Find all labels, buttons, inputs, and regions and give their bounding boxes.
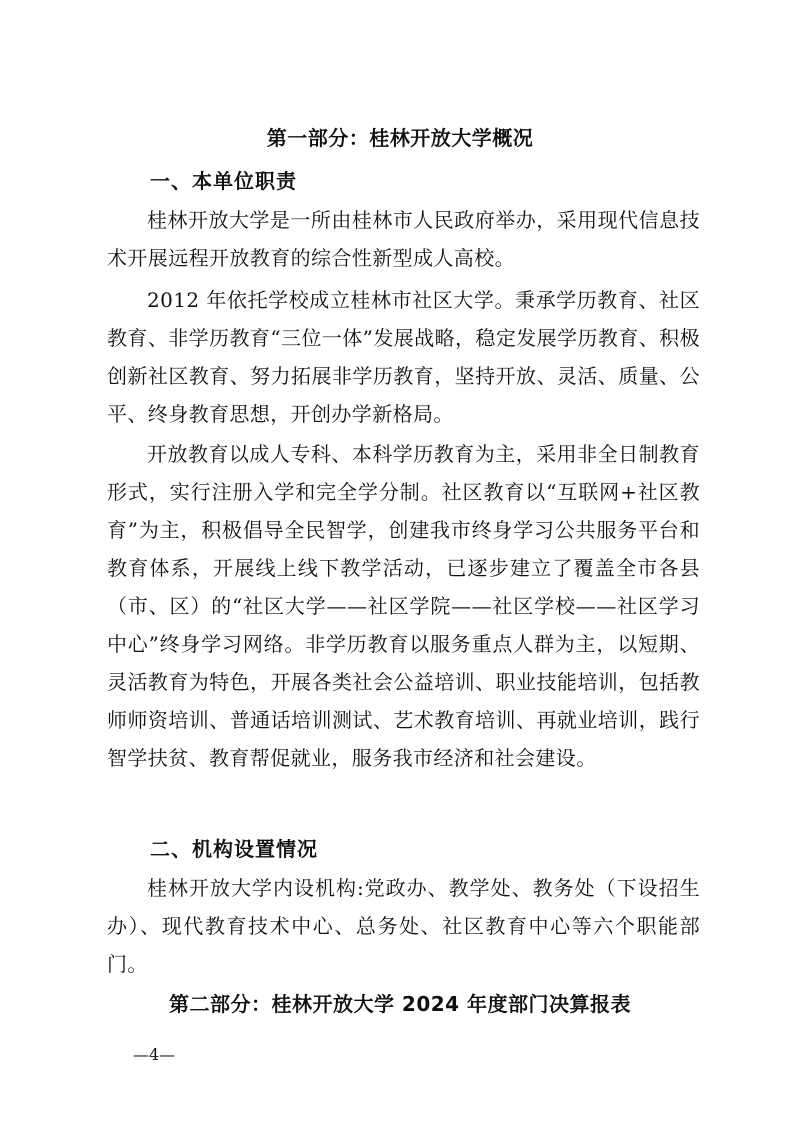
section-one-paragraph-2: 2012 年依托学校成立桂林市社区大学。秉承学历教育、社区教育、非学历教育“三位一体”发展战略，稳定发展学历教育、积极创新社区教育、努力拓展非学历教育，坚持开放、灵活、质量、公平、终身教育思想，开创办学新格局。: [107, 288, 700, 426]
part-two-title: 第二部分：桂林开放大学 2024 年度部门决算报表: [168, 992, 632, 1016]
section-one-paragraph-1: 桂林开放大学是一所由桂林市人民政府举办，采用现代信息技术开展远程开放教育的综合性新型成人高校。: [107, 208, 700, 270]
part-one-title: 第一部分：桂林开放大学概况: [266, 126, 534, 150]
section-two-heading: 二、机构设置情况: [150, 837, 318, 861]
section-one-heading: 一、本单位职责: [150, 169, 297, 193]
page-number: —4—: [133, 1045, 176, 1064]
section-two-paragraph-1: 桂林开放大学内设机构:党政办、教学处、教务处（下设招生办）、现代教育技术中心、总务处、社区教育中心等六个职能部门。: [107, 876, 700, 976]
section-one-paragraph-3: 开放教育以成人专科、本科学历教育为主，采用非全日制教育形式，实行注册入学和完全学分制。社区教育以“互联网+社区教育”为主，积极倡导全民智学，创建我市终身学习公共服务平台和教育体系，开展线上线下教学活动，已逐步建立了覆盖全市各县（市、区）的“社区大学——社区学院——社区学校——社区学习中心”终身学习网络。非学历教育以服务重点人群为主，以短期、灵活教育为特色，开展各类社会公益培训、职业技能培训，包括教师师资培训、普通话培训测试、艺术教育培训、再就业培训，践行智学扶贫、教育帮促就业，服务我市经济和社会建设。: [107, 442, 700, 770]
